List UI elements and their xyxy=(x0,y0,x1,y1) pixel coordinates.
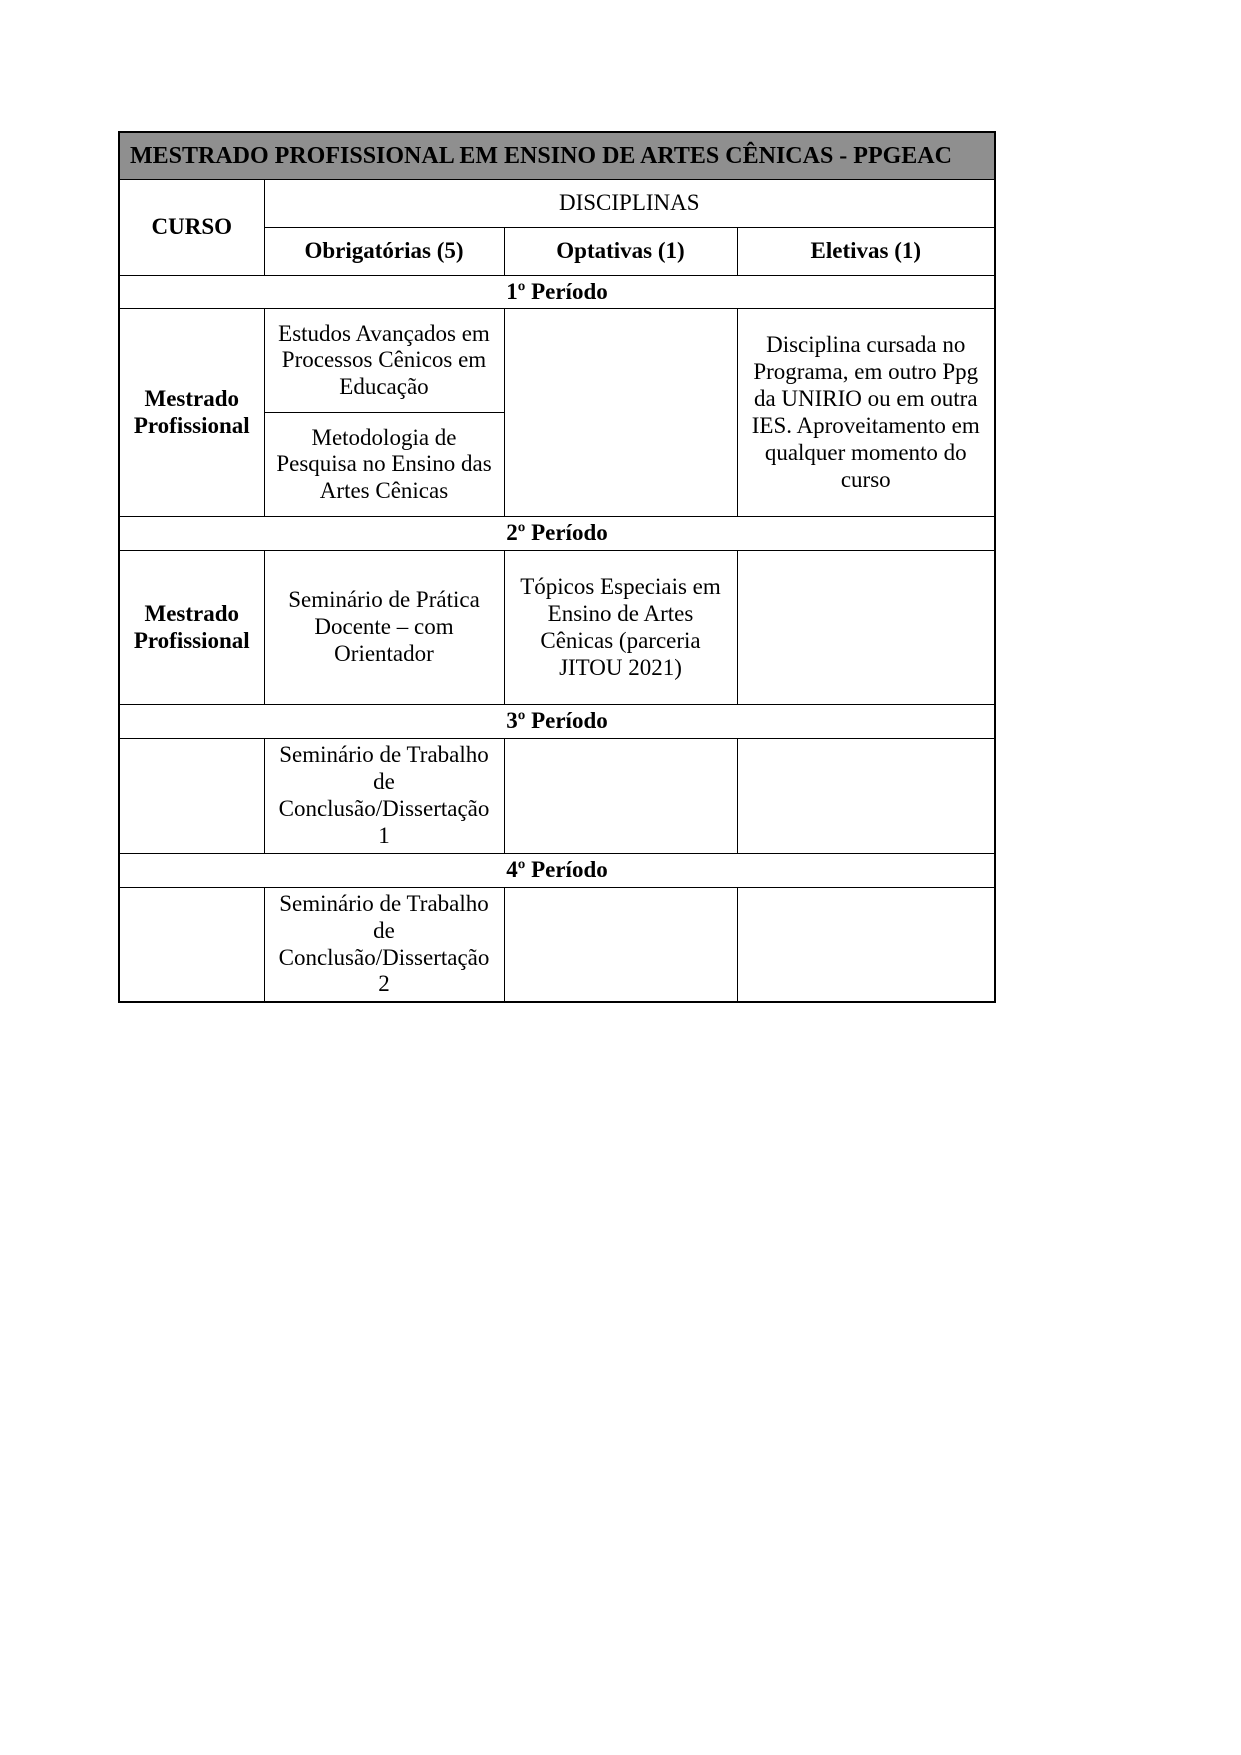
period-1-curso-cell: Mestrado Profissional xyxy=(119,309,264,517)
period-1-obrigatoria-1-cell: Estudos Avançados em Processos Cênicos em Educação xyxy=(264,309,504,413)
column-header-eletivas: Eletivas (1) xyxy=(737,227,995,275)
period-2-bar: 2º Período xyxy=(119,517,995,551)
period-1-obrigatoria-2-cell: Metodologia de Pesquisa no Ensino das Artes Cênicas xyxy=(264,413,504,517)
header-disciplinas-cell: DISCIPLINAS xyxy=(264,179,995,227)
period-4-eletivas-cell xyxy=(737,887,995,1002)
period-4-bar: 4º Período xyxy=(119,853,995,887)
period-2-curso-cell: Mestrado Profissional xyxy=(119,551,264,705)
period-4-curso-cell xyxy=(119,887,264,1002)
curriculum-table xyxy=(118,131,996,1003)
period-1-eletivas-cell: Disciplina cursada no Programa, em outro Ppg da UNIRIO ou em outra IES. Aproveitamento em qualquer momento do curso xyxy=(737,309,995,517)
period-3-obrigatoria-cell: Seminário de Trabalho de Conclusão/Dissertação 1 xyxy=(264,739,504,854)
period-4-optativas-cell xyxy=(504,887,737,1002)
period-2-eletivas-cell xyxy=(737,551,995,705)
period-4-obrigatoria-cell: Seminário de Trabalho de Conclusão/Dissertação 2 xyxy=(264,887,504,1002)
period-2-optativas-cell: Tópicos Especiais em Ensino de Artes Cênicas (parceria JITOU 2021) xyxy=(504,551,737,705)
period-3-eletivas-cell xyxy=(737,739,995,854)
period-3-curso-cell xyxy=(119,739,264,854)
header-curso-cell: CURSO xyxy=(119,179,264,275)
document-page xyxy=(118,131,996,1003)
period-3-bar: 3º Período xyxy=(119,705,995,739)
period-2-obrigatoria-cell: Seminário de Prática Docente – com Orientador xyxy=(264,551,504,705)
table-title: MESTRADO PROFISSIONAL EM ENSINO DE ARTES CÊNICAS - PPGEAC xyxy=(119,132,995,179)
period-3-optativas-cell xyxy=(504,739,737,854)
column-header-obrigatorias: Obrigatórias (5) xyxy=(264,227,504,275)
column-header-optativas: Optativas (1) xyxy=(504,227,737,275)
period-1-optativas-cell xyxy=(504,309,737,517)
period-1-bar: 1º Período xyxy=(119,275,995,309)
